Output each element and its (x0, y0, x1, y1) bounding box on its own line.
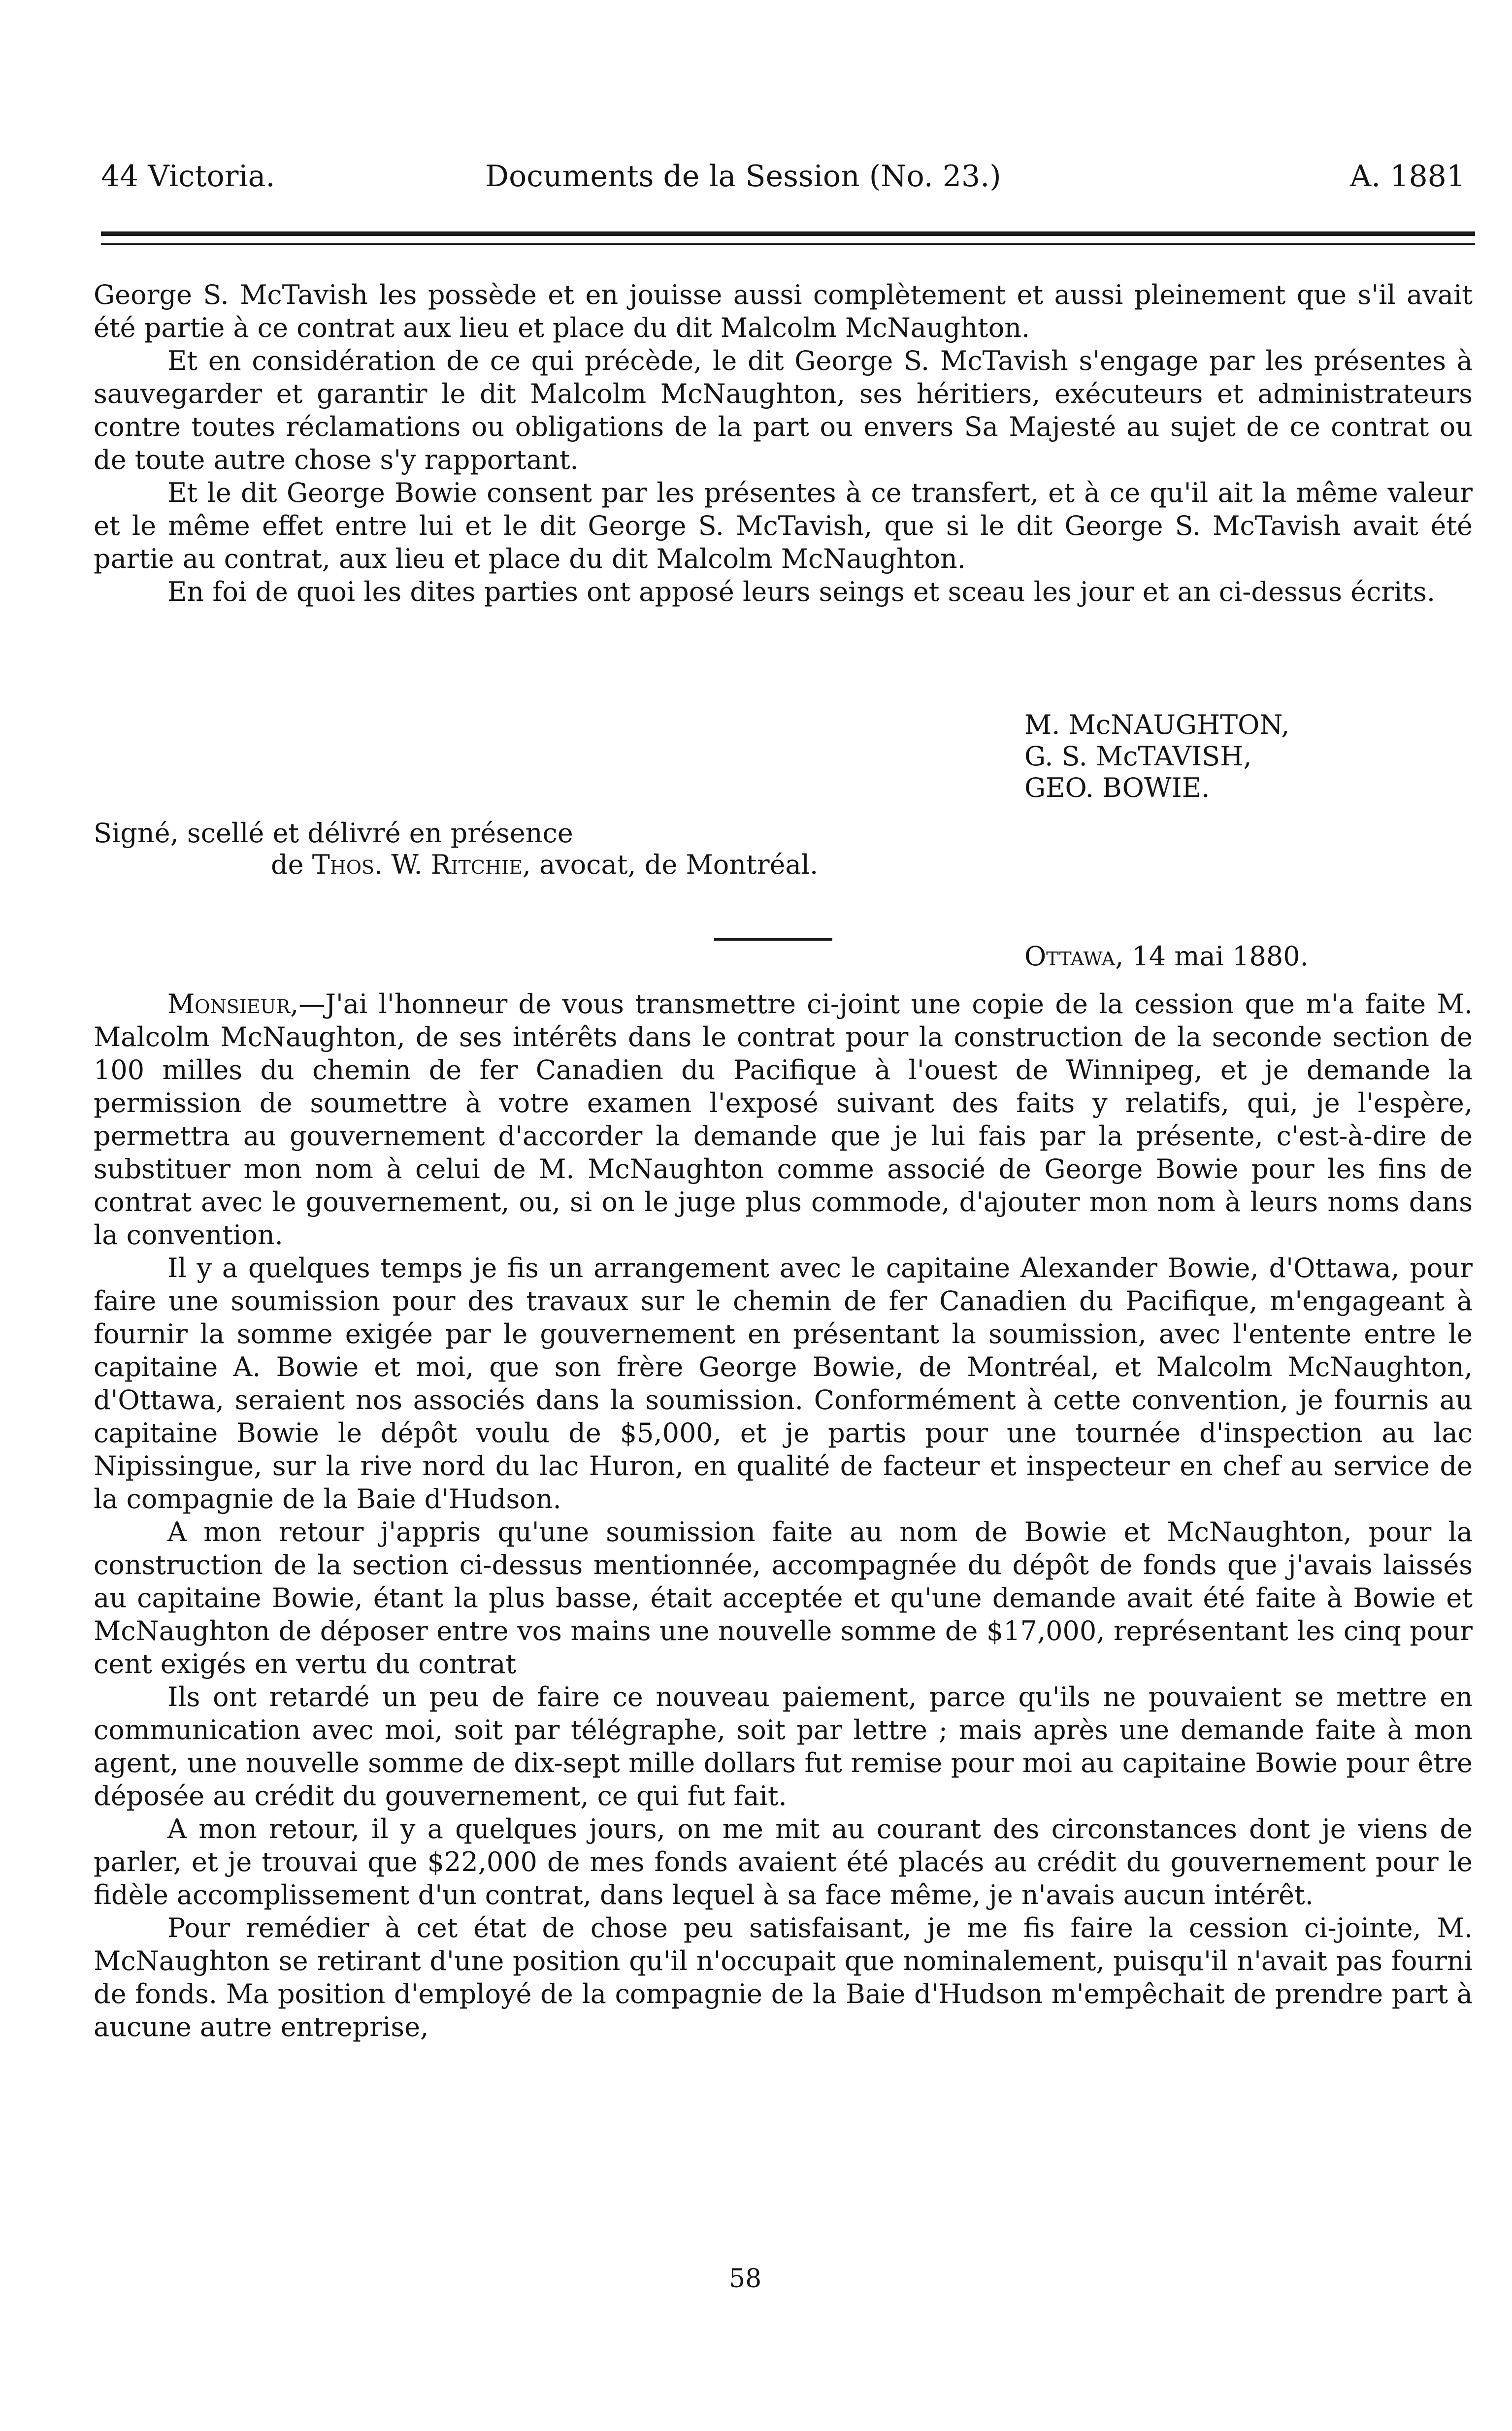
letter-opening (94, 987, 1473, 1251)
paragraph: Il y a quelques temps je fis un arrangement avec le capitaine Alexander Bowie, d'Ottawa, pour faire une soumission pour des travaux sur le chemin de fer Canadien du Pacifique, m'engageant à fournir la somme exigée par le gouvernement en présentant la soumission, avec l'entente entre le capitaine A. Bowie et moi, que son frère George Bowie, de Montréal, et Malcolm McNaughton, d'Ottawa, seraient nos associés dans la soumission. Conformément à cette convention, je fournis au capitaine Bowie le dépôt voulu de $5,000, et je partis pour une tournée d'inspection au lac Nipissingue, sur la rive nord du lac Huron, en qualité de facteur et inspecteur en chef au service de la compagnie de la Baie d'Hudson. (94, 1252, 1473, 1514)
witness-line-2 (94, 849, 818, 881)
agreement-text (94, 278, 1473, 608)
header-rule-thin (101, 243, 1475, 245)
header-title: Documents de la Session (No. 23.) (485, 159, 1001, 194)
paragraph: George S. McTavish les possède et en jouisse aussi complètement et aussi pleinement que s'il avait été partie à ce contrat aux lieu et place du dit Malcolm McNaughton. (94, 279, 1473, 343)
signature-block (1024, 709, 1289, 804)
letter-body (94, 987, 1473, 2043)
signature-mctavish: G. S. McTAVISH, (1024, 741, 1252, 772)
running-header (101, 157, 1465, 196)
letter-dateline (1024, 941, 1309, 972)
header-volume: 44 Victoria. (101, 159, 275, 194)
paragraph: A mon retour j'appris qu'une soumission faite au nom de Bowie et McNaughton, pour la construction de la section ci-dessus mentionnée, accompagnée du dépôt de fonds que j'avais laissés au capitaine Bowie, étant la plus basse, était acceptée et qu'une demande avait été faite à Bowie et McNaughton de déposer entre vos mains une nouvelle somme de $17,000, représentant les cinq pour cent exigés en vertu du contrat (94, 1516, 1473, 1679)
paragraph: A mon retour, il y a quelques jours, on me mit au courant des circonstances dont je viens de parler, et je trouvai que $22,000 de mes fonds avaient été placés au crédit du gouvernement pour le fidèle accomplissement d'un contrat, dans lequel à sa face même, je n'avais aucun intérêt. (94, 1813, 1473, 1910)
section-divider (714, 938, 832, 941)
witness-line-1: Signé, scellé et délivré en présence (94, 818, 573, 849)
signature-mcnaughton: M. McNAUGHTON, (1024, 709, 1290, 740)
paragraph: Ils ont retardé un peu de faire ce nouveau paiement, parce qu'ils ne pouvaient se mettre en communication avec moi, soit par télégraphe, soit par lettre ; mais après une demande faite à mon agent, une nouvelle somme de dix-sept mille dollars fut remise pour moi au capitaine Bowie pour être déposée au crédit du gouvernement, ce qui fut fait. (94, 1681, 1473, 1811)
witness-suffix: , avocat, de Montréal. (522, 849, 819, 880)
header-rule-thick (101, 231, 1475, 236)
dateline-date: , 14 mai 1880. (1115, 941, 1309, 972)
salutation: Monsieur (167, 988, 291, 1019)
page-number: 58 (729, 2264, 762, 2294)
dateline-city: Ottawa (1024, 941, 1116, 972)
paragraph: Et le dit George Bowie consent par les présentes à ce transfert, et à ce qu'il ait la même valeur et le même effet entre lui et le dit George S. McTavish, que si le dit George S. McTavish avait été partie au contrat, aux lieu et place du dit Malcolm McNaughton. (94, 477, 1473, 574)
opening-text: ,—J'ai l'honneur de vous transmettre ci-joint une copie de la cession que m'a faite M. Malcolm McNaughton, de ses intérêts dans le contrat pour la construction de la seconde section de 100 milles du chemin de fer Canadien du Pacifique à l'ouest de Winnipeg, et je demande la permission de soumettre à votre examen l'exposé suivant des faits y relatifs, qui, je l'espère, permettra au gouvernement d'accorder la demande que je lui fais par la présente, c'est-à-dire de substituer mon nom à celui de M. McNaughton comme associé de George Bowie pour les fins de contrat avec le gouvernement, ou, si on le juge plus commode, d'ajouter mon nom à leurs noms dans la convention. (94, 988, 1473, 1250)
paragraph: Pour remédier à cet état de chose peu satisfaisant, je me fis faire la cession ci-jointe, M. McNaughton se retirant d'une position qu'il n'occupait que nominalement, puisqu'il n'avait pas fourni de fonds. Ma position d'employé de la compagnie de la Baie d'Hudson m'empêchait de prendre part à aucune autre entreprise, (94, 1912, 1473, 2042)
witness-name: Thos. W. Ritchie (312, 849, 523, 880)
witness-prefix: de (271, 849, 304, 880)
witness-block (94, 818, 818, 881)
header-year: A. 1881 (1349, 159, 1465, 194)
paragraph: En foi de quoi les dites parties ont apposé leurs seings et sceau les jour et an ci-dessus écrits. (167, 576, 1435, 607)
paragraph: Et en considération de ce qui précède, le dit George S. McTavish s'engage par les présentes à sauvegarder et garantir le dit Malcolm McNaughton, ses héritiers, exécuteurs et administrateurs contre toutes réclamations ou obligations de la part ou envers Sa Majesté au sujet de ce contrat ou de toute autre chose s'y rapportant. (94, 345, 1473, 475)
signature-bowie: GEO. BOWIE. (1024, 772, 1210, 803)
